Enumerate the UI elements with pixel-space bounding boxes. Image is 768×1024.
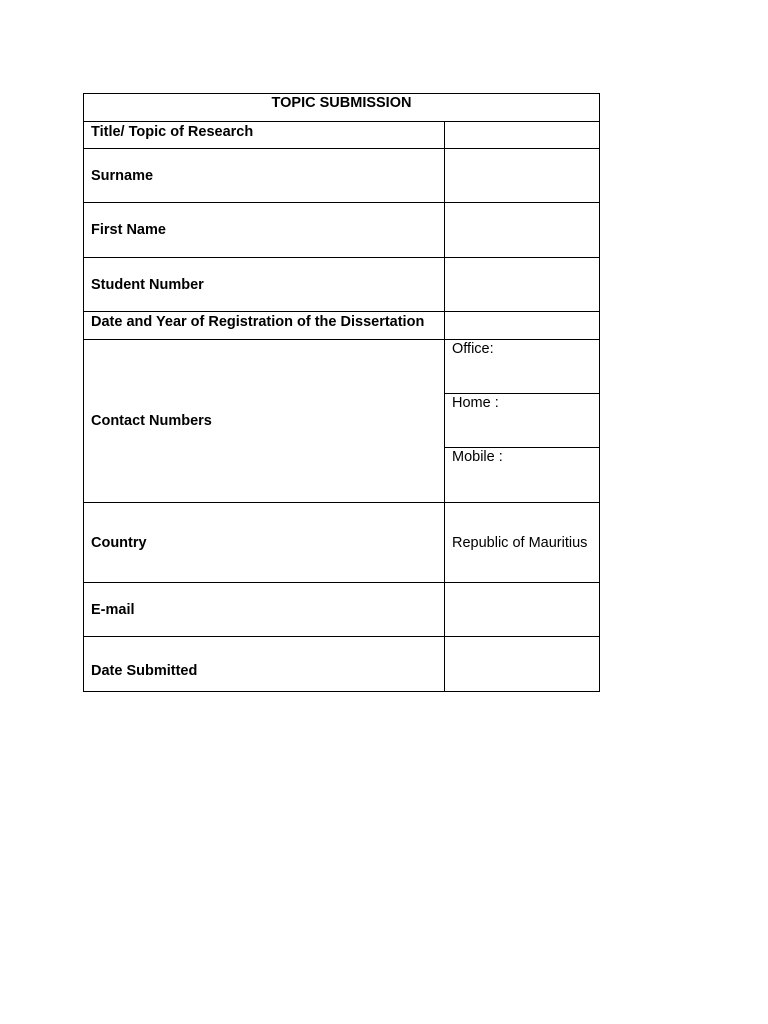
registration-row [84,312,600,340]
student-number-label: Student Number [84,258,445,312]
contact-office-row [84,340,600,394]
email-field[interactable] [445,583,600,637]
title-topic-field[interactable] [445,122,600,149]
form-heading: TOPIC SUBMISSION [84,94,600,122]
registration-field[interactable] [445,312,600,340]
country-label: Country [84,503,445,583]
first-name-row [84,203,600,258]
form-heading-row [84,94,600,122]
mobile-phone-field[interactable]: Mobile : [445,448,600,503]
student-number-field[interactable] [445,258,600,312]
date-submitted-row [84,637,600,692]
date-submitted-label: Date Submitted [84,637,445,692]
topic-submission-form [83,93,600,692]
contact-numbers-label: Contact Numbers [84,340,445,503]
title-topic-row [84,122,600,149]
registration-label: Date and Year of Registration of the Dissertation [84,312,445,340]
surname-row [84,149,600,203]
title-topic-label: Title/ Topic of Research [84,122,445,149]
email-row [84,583,600,637]
surname-field[interactable] [445,149,600,203]
email-label: E-mail [84,583,445,637]
date-submitted-field[interactable] [445,637,600,692]
surname-label: Surname [84,149,445,203]
student-number-row [84,258,600,312]
first-name-field[interactable] [445,203,600,258]
home-phone-field[interactable]: Home : [445,394,600,448]
office-phone-field[interactable]: Office: [445,340,600,394]
country-row [84,503,600,583]
first-name-label: First Name [84,203,445,258]
country-value[interactable]: Republic of Mauritius [445,503,600,583]
